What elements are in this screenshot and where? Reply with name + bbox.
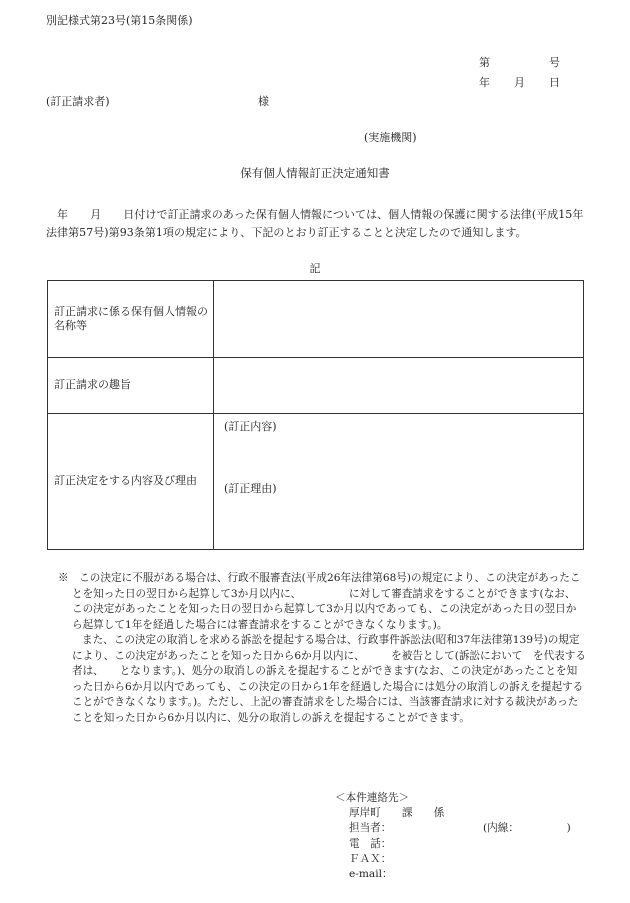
correction-content-label: (訂正内容): [224, 420, 277, 433]
contact-block: [335, 791, 571, 882]
contact-fax: [335, 852, 409, 867]
contact-heading-text: ＜本件連絡先＞: [335, 792, 410, 804]
correction-reason-label: (訂正理由): [224, 482, 277, 495]
row-label-info-name: 訂正請求に係る保有個人情報の名称等: [48, 281, 214, 358]
recipient-label: (訂正請求者): [46, 95, 110, 108]
date-month: 月: [514, 76, 525, 89]
contact-department-text: 厚岸町 課 係: [349, 807, 445, 820]
contact-extension-label: (内線： ): [483, 822, 571, 835]
contact-phone: [335, 837, 409, 852]
decision-table: [47, 280, 584, 550]
table-row: [48, 414, 584, 550]
body-text: 年 月 日付けで訂正請求のあった保有個人情報については、個人情報の保護に関する法律(平成15年法律第57号)第93条第1項の規定により、下記のとおり訂正することと決定したので通知します。: [46, 208, 584, 239]
date-year: 年: [479, 76, 490, 89]
contact-email-label: e-mail：: [349, 867, 393, 880]
decision-content-cell: [214, 414, 584, 550]
table-row: [48, 281, 584, 358]
ki-label: 記: [309, 262, 321, 275]
contact-email: [335, 867, 409, 882]
contact-fax-label: ＦＡＸ：: [349, 852, 392, 865]
row-label-request-purpose: 訂正請求の趣旨: [48, 358, 214, 414]
note-appeal: ※ この決定に不服がある場合は、行政不服審査法(平成26年法律第68号)の規定により、この決定があったことを知った日の翌日から起算して3か月以内に、 に対して審査請求をすることができます(なお、この決定があったことを知った日の翌日から起算して3か月以内であっても、この決定があった日の翌日から起算して1年を経過した場合には審査請求をすることができなくなります。)。: [58, 572, 581, 631]
info-name-cell: [214, 281, 584, 358]
table-row: [48, 358, 584, 414]
contact-department: [335, 806, 445, 821]
contact-person: [335, 821, 571, 836]
agency-label: (実施機関): [364, 131, 417, 144]
document-title: 保有個人情報訂正決定通知書: [240, 166, 390, 180]
form-number: 別記様式第23号(第15条関係): [46, 14, 193, 27]
contact-phone-label: 電 話：: [349, 837, 392, 850]
recipient-honorific: 様: [258, 95, 269, 108]
request-purpose-cell: [214, 358, 584, 414]
document-number: [479, 56, 560, 70]
row-label-decision-content: 訂正決定をする内容及び理由: [48, 414, 214, 550]
contact-person-label: 担当者：: [349, 822, 392, 835]
document-number-label: 第: [479, 56, 490, 69]
contact-heading: [335, 791, 409, 806]
note-lawsuit: また、この決定の取消しを求める訴訟を提起する場合は、行政事件訴訟法(昭和37年法律第139号)の規定により、この決定があったことを知った日から6か月以内に、 を被告として(訴訟において を代表する者は、 となります。)、処分の取消しの訴えを提起することができます(なお、この決定があったことを知った日から6か月以内であっても、この決定の日から1年を経過した場合には処分の取消しの訴えを提起することができなくなります。)。ただし、上記の審査請求をした場合には、当該審査請求に対する裁決があったことを知った日から6か月以内に、処分の取消しの訴えを提起することができます。: [72, 634, 586, 724]
notes: [58, 571, 586, 726]
document-number-suffix: 号: [549, 56, 560, 69]
date-day: 日: [549, 76, 560, 89]
